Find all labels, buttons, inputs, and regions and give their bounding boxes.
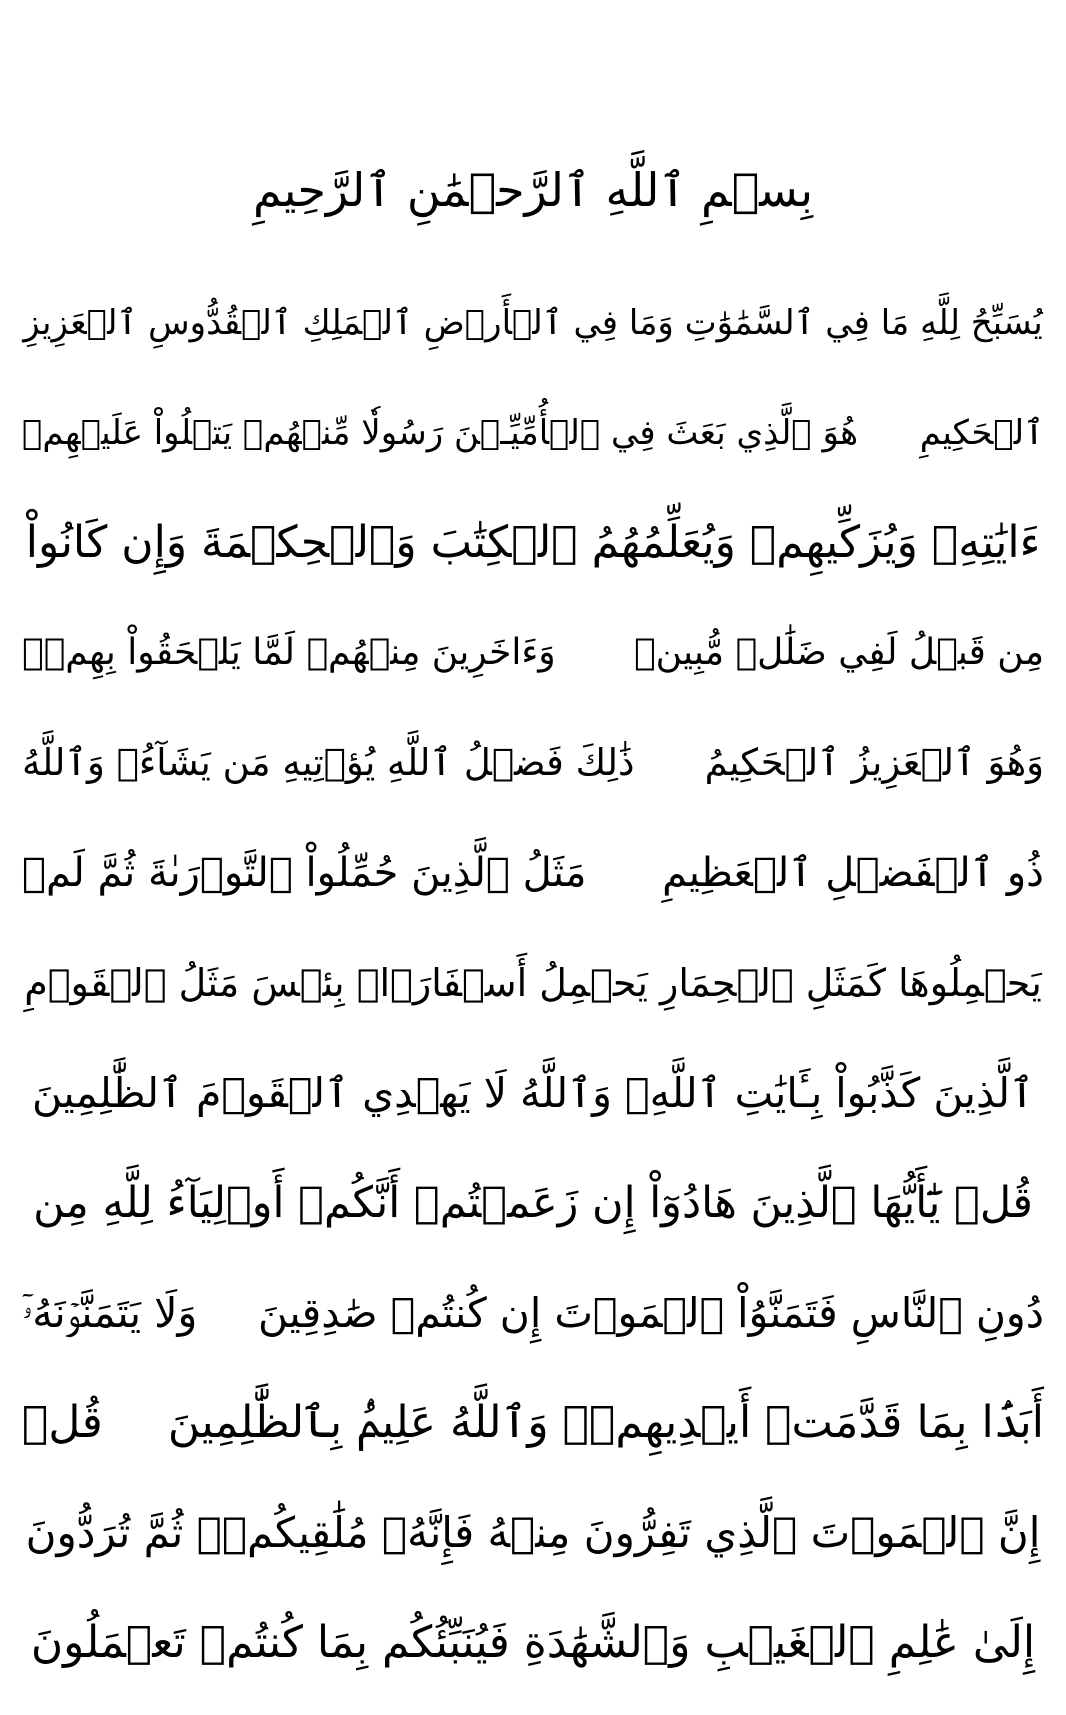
- verse-text-segment: مَثَلُ ٱلَّذِينَ حُمِّلُواْ ٱلتَّوۡرَىٰةَ ثُمَّ لَمۡ: [22, 850, 587, 896]
- verse-text-segment: قُلۡ: [22, 1397, 103, 1448]
- verse-line: [22, 928, 1044, 1038]
- verse-text-segment: ذَٰلِكَ فَضۡلُ ٱللَّهِ يُؤۡتِيهِ مَن يَشَآءُۚ وَٱللَّهُ: [22, 741, 635, 784]
- verse-line: [22, 268, 1044, 378]
- verse-text-segment: ٱلۡحَكِيمِ: [919, 413, 1044, 453]
- verse-text-segment: وَءَاخَرِينَ مِنۡهُمۡ لَمَّا يَلۡحَقُواْ بِهِمۡۚ: [22, 632, 556, 673]
- verse-text-segment: إِلَىٰ عَٰلِمِ ٱلۡغَيۡبِ وَٱلشَّهَٰدَةِ فَيُنَبِّئُكُم بِمَا كُنتُمۡ تَعۡمَلُونَ: [30, 1617, 1036, 1668]
- verse-text-segment: ءَايَٰتِهِۦ وَيُزَكِّيهِمۡ وَيُعَلِّمُهُمُ ٱلۡكِتَٰبَ وَٱلۡحِكۡمَةَ وَإِن كَانُواْ: [25, 517, 1041, 568]
- verse-text-segment: مِن قَبۡلُ لَفِي ضَلَٰلٖ مُّبِينٖ: [634, 632, 1044, 673]
- verse-line: [22, 1148, 1044, 1258]
- verse-text-segment: دُونِ ٱلنَّاسِ فَتَمَنَّوُاْ ٱلۡمَوۡتَ إِن كُنتُمۡ صَٰدِقِينَ: [258, 1289, 1044, 1337]
- verse-lines: [22, 268, 1044, 1698]
- verse-text-segment: أَبَدَۢا بِمَا قَدَّمَتۡ أَيۡدِيهِمۡۚ وَٱللَّهُ عَلِيمُۢ بِٱلظَّٰلِمِينَ: [167, 1397, 1044, 1448]
- verse-text-segment: يَحۡمِلُوهَا كَمَثَلِ ٱلۡحِمَارِ يَحۡمِلُ أَسۡفَارَۢاۚ بِئۡسَ مَثَلُ ٱلۡقَوۡمِ: [24, 961, 1042, 1005]
- verse-text-segment: وَلَا يَتَمَنَّوۡنَهُۥٓ: [22, 1289, 198, 1337]
- verse-line: [22, 708, 1044, 818]
- verse-text-segment: ٱلَّذِينَ كَذَّبُواْ بِـَٔايَٰتِ ٱللَّهِۚ وَٱللَّهُ لَا يَهۡدِي ٱلۡقَوۡمَ ٱلظَّٰلِمِينَ: [31, 1069, 1035, 1117]
- verse-line: [22, 1368, 1044, 1478]
- basmala-header: بِسۡمِ ٱللَّهِ ٱلرَّحۡمَٰنِ ٱلرَّحِيمِ: [252, 163, 814, 217]
- verse-text-segment: إِنَّ ٱلۡمَوۡتَ ٱلَّذِي تَفِرُّونَ مِنۡهُ فَإِنَّهُۥ مُلَٰقِيكُمۡۖ ثُمَّ تُرَدُّونَ: [25, 1508, 1041, 1557]
- verse-text-segment: ذُو ٱلۡفَضۡلِ ٱلۡعَظِيمِ: [662, 850, 1044, 896]
- verse-text-segment: قُلۡ يَٰٓأَيُّهَا ٱلَّذِينَ هَادُوٓاْ إِن زَعَمۡتُمۡ أَنَّكُمۡ أَوۡلِيَآءُ لِلَّهِ مِن: [33, 1178, 1033, 1228]
- verse-line: [22, 1588, 1044, 1698]
- verse-text-segment: يُسَبِّحُ لِلَّهِ مَا فِي ٱلسَّمَٰوَٰتِ وَمَا فِي ٱلۡأَرۡضِ ٱلۡمَلِكِ ٱلۡقُدُّوسِ ٱلۡعَزِيزِ: [23, 303, 1043, 343]
- verse-line: [22, 818, 1044, 928]
- verse-line: [22, 378, 1044, 488]
- verse-line: [22, 598, 1044, 708]
- verse-text-segment: وَهُوَ ٱلۡعَزِيزُ ٱلۡحَكِيمُ: [704, 741, 1044, 784]
- verse-line: [22, 1038, 1044, 1148]
- verse-line: [22, 488, 1044, 598]
- verse-line: [22, 1258, 1044, 1368]
- verse-line: [22, 1478, 1044, 1588]
- verse-text-segment: هُوَ ٱلَّذِي بَعَثَ فِي ٱلۡأُمِّيِّـۧنَ رَسُولٗا مِّنۡهُمۡ يَتۡلُواْ عَلَيۡهِمۡ: [22, 413, 859, 453]
